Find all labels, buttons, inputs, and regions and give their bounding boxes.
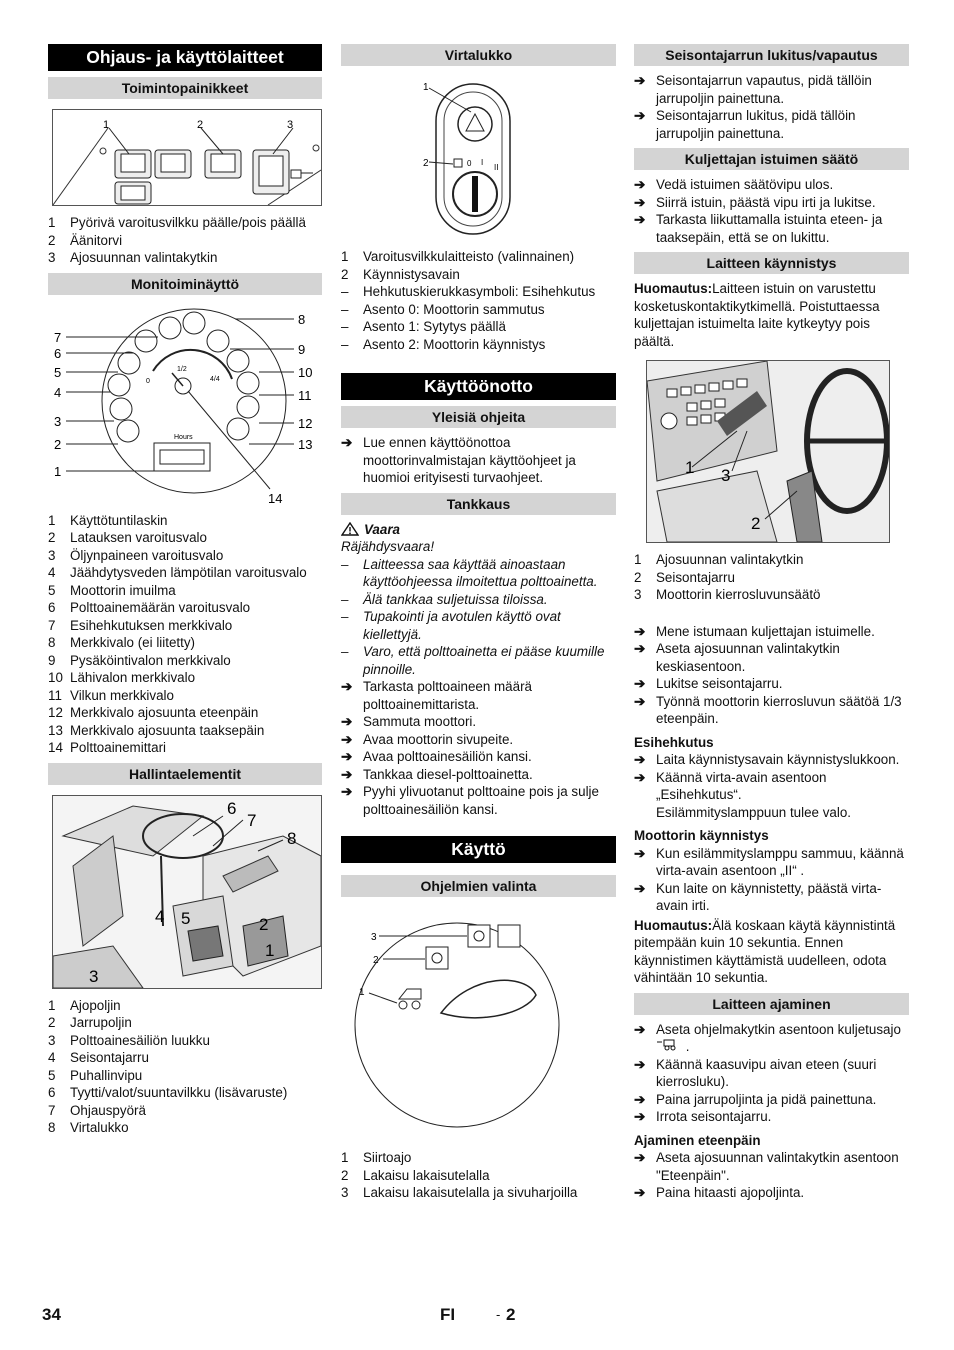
fig-label: 3: [54, 413, 62, 429]
warning-label: Vaara: [341, 521, 616, 539]
heading-driving: Laitteen ajaminen: [634, 993, 909, 1015]
list-item: ➔ Lukitse seisontajarru.: [634, 676, 783, 691]
fig-label: 6: [54, 345, 62, 361]
gauge-half: 1/2: [177, 365, 187, 373]
fig-label: 1: [359, 987, 365, 998]
section-title-commissioning: Käyttöönotto: [341, 373, 616, 400]
list-item: 1 Ajosuunnan valintakytkin: [634, 552, 804, 567]
list-item: ➔ Paina jarrupoljinta ja pidä painettuna.: [634, 1091, 877, 1107]
list-item: 2 Äänitorvi: [48, 232, 123, 248]
fig-label: 2: [197, 119, 204, 131]
heading-refuelling: Tankkaus: [341, 493, 616, 515]
fig-label: 2: [259, 914, 269, 934]
list-item: – Varo, että polttoainetta ei pääse kuumille pinnoille.: [341, 644, 605, 677]
list-item: ➔ Irrota seisontajarru.: [634, 1109, 772, 1124]
heading-multifunction-display: Monitoiminäyttö: [48, 273, 322, 295]
list-item: 2 Jarrupoljin: [48, 1015, 132, 1030]
preheat-note: Esilämmityslamppuun tulee valo.: [656, 804, 851, 820]
heading-ignition-lock: Virtalukko: [341, 44, 616, 66]
list-item: 6 Polttoainemäärän varoitusvalo: [48, 600, 251, 615]
fig-label: 3: [89, 966, 99, 986]
section-title-operation: Käyttö: [341, 836, 616, 863]
column-1: [48, 44, 322, 1137]
pos-0: 0: [467, 159, 472, 168]
figure-ignition-lock: [341, 72, 616, 242]
list-item: ➔ Seisontajarrun vapautus, pidä tällöin jarrupoljin painettuna.: [634, 73, 872, 106]
list-controls: [48, 997, 322, 1137]
section-title: Ohjaus- ja käyttölaitteet: [48, 44, 322, 71]
page-number: 34: [42, 1305, 61, 1324]
list-item: 1 Käyttötuntilaskin: [48, 512, 168, 528]
list-item: ➔ Pyyhi ylivuotanut polttoaine pois ja sulje polttoainesäiliön kansi.: [341, 784, 599, 817]
list-item: ➔ Vedä istuimen säätövipu ulos.: [634, 177, 834, 192]
subheading-forward: Ajaminen eteenpäin: [634, 1132, 761, 1148]
list-item: – Asento 0: Moottorin sammutus: [341, 301, 545, 317]
footer-separator: -: [496, 1307, 501, 1322]
list-item: 1 Ajopoljin: [48, 997, 121, 1013]
fig-label: 1: [54, 463, 62, 479]
list-item: ➔ Tarkasta polttoaineen määrä polttoainemittarista.: [341, 679, 532, 712]
heading-program-selection: Ohjelmien valinta: [341, 875, 616, 897]
list-item: ➔ Paina hitaasti ajopoljinta.: [634, 1185, 805, 1200]
list-item: ➔ Siirrä istuin, päästä vipu irti ja lukitse.: [634, 194, 876, 210]
column-3: [634, 44, 909, 1202]
fig-label: 5: [54, 364, 62, 380]
list-item: 3 Moottorin kierrosluvunsäätö: [634, 587, 821, 602]
list-item: ➔ Aseta ajosuunnan valintakytkin asentoon "Eteenpäin".: [634, 1150, 899, 1183]
heading-general-instructions: Yleisiä ohjeita: [341, 406, 616, 428]
fig-label: 6: [227, 798, 237, 818]
fig-label: 12: [298, 415, 313, 431]
list-item: 3 Polttoainesäiliön luukku: [48, 1032, 210, 1048]
fig-label: 5: [181, 908, 191, 928]
figure-control-elements: [52, 795, 322, 989]
list-item: 5 Puhallinvipu: [48, 1067, 143, 1083]
list-item: ➔ Käännä virta-avain asentoon „Esihehkutus“.: [634, 769, 827, 802]
subheading-engine-start: Moottorin käynnistys: [634, 828, 769, 843]
list-item: 11 Vilkun merkkivalo: [48, 687, 174, 703]
heading-control-elements: Hallintaelementit: [48, 763, 322, 785]
fig-label: 1: [265, 940, 275, 960]
note: Huomautus:Laitteen istuin on varustettu kosketuskontaktikytkimellä. Poistuttaessa kuljettajan istuimelta laite kytkeytyy pois päältä.: [634, 281, 880, 349]
heading-parking-brake: Seisontajarrun lukitus/vapautus: [634, 44, 909, 66]
fig-label: 2: [423, 158, 429, 169]
list-item: 9 Pysäköintivalon merkkivalo: [48, 652, 231, 668]
list-item: ➔ Kun laite on käynnistetty, päästä virta-avain irti.: [634, 880, 882, 913]
heading-function-buttons: Toimintopainikkeet: [48, 77, 322, 99]
list-item: 10 Lähivalon merkkivalo: [48, 670, 196, 685]
note: Huomautus:Älä koskaan käytä käynnistintä pitempään kuin 10 sekuntia. Ennen käynnistimen käyttämistä uudelleen, odota vähintään 10 sekuntia.: [634, 917, 896, 985]
list-item: 2 Käynnistysavain: [341, 266, 460, 282]
list-item: – Älä tankkaa suljetuissa tiloissa.: [341, 591, 548, 607]
list-item: ➔ Sammuta moottori.: [341, 714, 477, 729]
list-item: 6 Tyytti/valot/suuntavilkku (lisävaruste): [48, 1085, 288, 1100]
fig-label: 7: [54, 329, 62, 345]
list-item: 3 Öljynpaineen varoitusvalo: [48, 547, 224, 563]
list-item: 4 Seisontajarru: [48, 1050, 149, 1065]
list-item: ➔ Avaa polttoainesäiliön kansi.: [341, 749, 532, 764]
fig-label: 14: [268, 490, 283, 506]
list-item: ➔ Aseta ajosuunnan valintakytkin keskiasentoon.: [634, 641, 840, 674]
list-item: 1 Pyörivä varoitusvilkku päälle/pois päällä: [48, 215, 306, 230]
list-programs: [341, 1149, 616, 1202]
list-item: ➔ Laita käynnistysavain käynnistyslukkoon.: [634, 752, 900, 767]
list-item: 7 Ohjauspyörä: [48, 1102, 146, 1118]
list-item: 2 Lakaisu lakaisutelalla: [341, 1167, 490, 1183]
fig-label: 4: [155, 906, 165, 926]
list-item: 8 Merkkivalo (ei liitetty): [48, 635, 196, 650]
list-item: ➔ Kun esilämmityslamppu sammuu, käännä virta-avain asentoon „II“ .: [634, 845, 904, 878]
heading-starting: Laitteen käynnistys: [634, 252, 909, 274]
list-function-buttons: [48, 214, 322, 267]
fig-label: 2: [54, 436, 62, 452]
list-item: ➔ Tarkasta liikuttamalla istuinta eteen- ja taaksepäin, että se on lukittu.: [634, 212, 883, 245]
list-item: – Laitteessa saa käyttää ainoastaan käyttöohjeessa ilmoitettua polttoainetta.: [341, 556, 598, 589]
list-item: 1 Siirtoajo: [341, 1150, 412, 1165]
figure-program-selection: [341, 903, 616, 1143]
list-ignition: [341, 248, 616, 353]
list-item: ➔ Avaa moottorin sivupeite.: [341, 731, 514, 747]
fig-label: 1: [103, 119, 110, 131]
list-item: ➔ Käännä kaasuvipu aivan eteen (suuri kierrosluku).: [634, 1056, 877, 1089]
fig-label: 7: [247, 810, 257, 830]
figure-multifunction-display: [48, 301, 322, 506]
list-item: 7 Esihehkutuksen merkkivalo: [48, 617, 233, 633]
fig-label: 9: [298, 341, 306, 357]
hours-label: Hours: [174, 433, 193, 441]
list-item: 2 Latauksen varoitusvalo: [48, 530, 207, 545]
fig-label: 10: [298, 364, 313, 380]
fig-label: 1: [423, 82, 429, 93]
list-display: [48, 512, 322, 757]
gauge-zero: 0: [146, 377, 150, 385]
fig-label: 2: [751, 514, 761, 533]
gauge-full: 4/4: [210, 375, 220, 383]
fig-label: 3: [371, 932, 377, 943]
list-item: ➔ Työnnä moottorin kierrosluvun säätöä 1/3 eteenpäin.: [634, 693, 902, 726]
subheading-preheating: Esihehkutus: [634, 734, 714, 750]
list-item: – Tupakointi ja avotulen käyttö ovat kiellettyjä.: [341, 609, 561, 642]
list-item: 3 Ajosuunnan valintakytkin: [48, 250, 218, 265]
list-item: ➔ Lue ennen käyttöönottoa moottorinvalmistajan käyttöohjeet ja huomioi erityisesti turvaohjeet.: [341, 435, 576, 485]
list-item: 1 Varoitusvilkkulaitteisto (valinnainen): [341, 249, 575, 264]
list-item: – Asento 1: Sytytys päällä: [341, 319, 506, 334]
pos-1: I: [481, 158, 484, 167]
figure-starting: [646, 360, 890, 543]
list-item: 14 Polttoainemittari: [48, 740, 167, 755]
list-item: 8 Virtalukko: [48, 1120, 129, 1135]
list-item: 2 Seisontajarru: [634, 569, 735, 585]
figure-function-buttons: [52, 109, 322, 206]
list-item: 13 Merkkivalo ajosuunta taaksepäin: [48, 722, 265, 738]
fig-label: 1: [685, 458, 695, 477]
fig-label: 13: [298, 436, 313, 452]
list-item: 12 Merkkivalo ajosuunta eteenpäin: [48, 705, 259, 720]
fig-label: 11: [298, 387, 312, 403]
column-2: [341, 44, 616, 1202]
transport-mode-icon: [656, 1038, 682, 1051]
list-item: – Hehkutuskierukkasymboli: Esihehkutus: [341, 284, 596, 299]
fig-label: 2: [373, 955, 379, 966]
list-starting: [634, 551, 909, 604]
language-code: FI: [440, 1305, 456, 1324]
pos-2: II: [494, 163, 499, 172]
list-item: 5 Moottorin imuilma: [48, 582, 176, 598]
warning-icon: [341, 522, 359, 536]
fig-label: 8: [287, 828, 297, 848]
section-number: 2: [506, 1305, 516, 1324]
list-item: 3 Lakaisu lakaisutelalla ja sivuharjoilla: [341, 1185, 578, 1200]
list-item: ➔ Aseta ohjelmakytkin asentoon kuljetusajo .: [634, 1021, 901, 1054]
fig-label: 3: [721, 466, 731, 485]
list-item: ➔ Seisontajarrun lukitus, pidä tällöin jarrupoljin painettuna.: [634, 108, 856, 141]
fig-label: 8: [298, 311, 306, 327]
list-item: ➔ Mene istumaan kuljettajan istuimelle.: [634, 623, 875, 639]
fig-label: 4: [54, 384, 62, 400]
list-item: ➔ Tankkaa diesel-polttoainetta.: [341, 766, 533, 782]
heading-seat-adjustment: Kuljettajan istuimen säätö: [634, 148, 909, 170]
list-item: 4 Jäähdytysveden lämpötilan varoitusvalo: [48, 565, 307, 580]
warning-intro: Räjähdysvaara!: [341, 539, 435, 554]
list-item: – Asento 2: Moottorin käynnistys: [341, 336, 546, 352]
fig-label: 3: [287, 119, 294, 131]
